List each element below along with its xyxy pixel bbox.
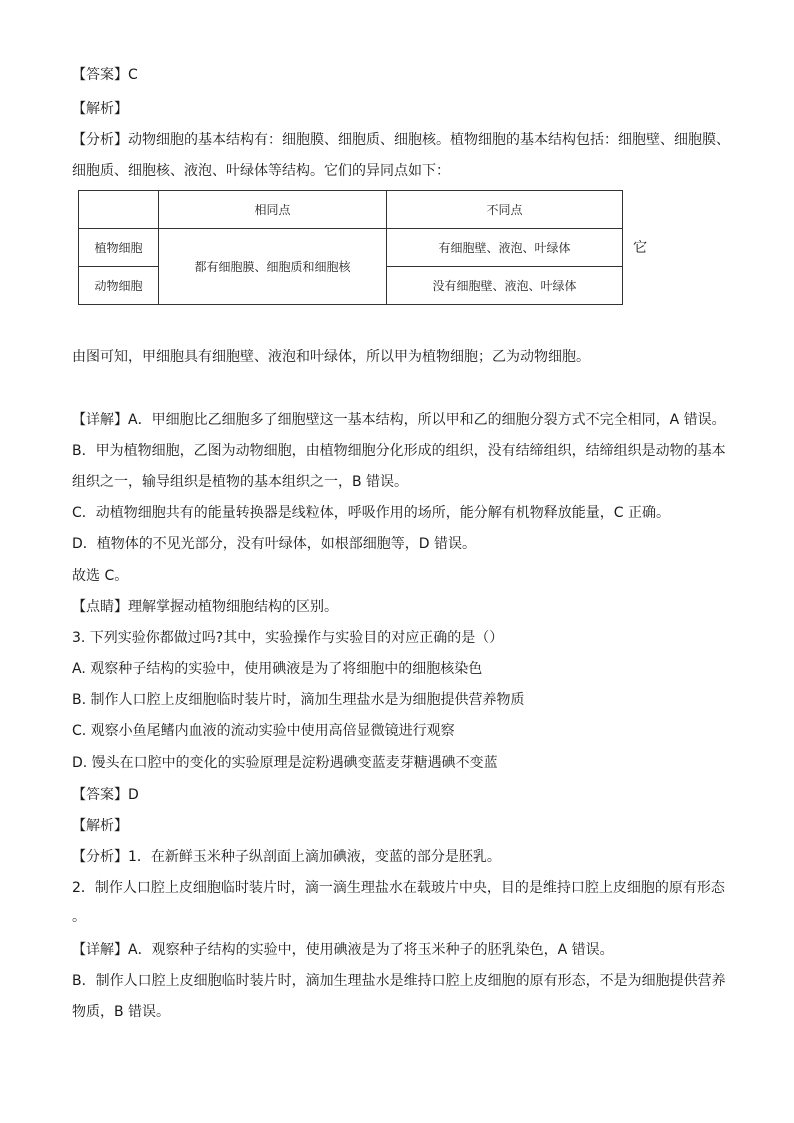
answer-label-2: 【答案】D [72,787,139,803]
analysis-heading-1: 【解析】 [72,101,128,117]
table-header-different: 不同点 [387,191,623,229]
table-cell-animal-diff: 没有细胞壁、液泡、叶绿体 [387,267,623,305]
option-c: C. 观察小鱼尾鳍内血液的流动实验中使用高倍显微镜进行观察 [72,723,455,739]
analysis-text: 细胞质、细胞核、液泡、叶绿体等结构。它们的异同点如下： [72,163,450,179]
table-cell-common: 都有细胞膜、细胞质和细胞核 [159,229,387,305]
detail-text: B．甲为植物细胞，乙图为动物细胞，由植物细胞分化形成的组织，没有结缔组织，结缔组织是动物的基本 [72,443,726,459]
remark-text: 【点睛】理解掌握动植物细胞结构的区别。 [72,599,338,615]
detail-text: 物质，B 错误。 [72,1004,171,1020]
analysis-text: 2．制作人口腔上皮细胞临时装片时，滴一滴生理盐水在载玻片中央，目的是维持口腔上皮细胞的原有形态 [72,880,725,896]
question-stem: 3. 下列实验你都做过吗?其中，实验操作与实验目的对应正确的是（） [72,630,504,646]
option-a: A. 观察种子结构的实验中，使用碘液是为了将细胞中的细胞核染色 [72,661,483,677]
detail-text: B．制作人口腔上皮细胞临时装片时，滴加生理盐水是维持口腔上皮细胞的原有形态，不是为细胞提供营养 [72,973,726,989]
comparison-table [78,190,622,304]
detail-text: 组织之一，输导组织是植物的基本组织之一，B 错误。 [72,474,409,490]
table-header-common: 相同点 [159,191,387,229]
analysis-heading-2: 【解析】 [72,818,128,834]
table-row-label-plant: 植物细胞 [79,229,159,267]
analysis-text: 【分析】1．在新鲜玉米种子纵剖面上滴加碘液，变蓝的部分是胚乳。 [72,849,501,865]
choice-text: 故选 C。 [72,568,129,584]
table-cell-plant-diff: 有细胞壁、液泡、叶绿体 [387,229,623,267]
detail-text: D．植物体的不见光部分，没有叶绿体，如根部细胞等，D 错误。 [72,536,477,552]
option-b: B. 制作人口腔上皮细胞临时装片时，滴加生理盐水是为细胞提供营养物质 [72,692,525,708]
detail-text: 【详解】A．甲细胞比乙细胞多了细胞壁这一基本结构，所以甲和乙的细胞分裂方式不完全相同，A 错误。 [72,412,726,428]
detail-text: 【详解】A．观察种子结构的实验中，使用碘液是为了将玉米种子的胚乳染色，A 错误。 [72,942,614,958]
stray-character: 它 [633,240,647,256]
option-d: D. 馒头在口腔中的变化的实验原理是淀粉遇碘变蓝麦芽糖遇碘不变蓝 [72,755,498,771]
analysis-text: 。 [72,909,86,925]
table-corner-cell [79,191,159,229]
conclusion-text: 由图可知，甲细胞具有细胞壁、液泡和叶绿体，所以甲为植物细胞；乙为动物细胞。 [72,349,590,365]
answer-label-1: 【答案】C [72,67,138,83]
detail-text: C．动植物细胞共有的能量转换器是线粒体，呼吸作用的场所，能分解有机物释放能量，C 正确。 [72,505,670,521]
analysis-text: 【分析】动物细胞的基本结构有：细胞膜、细胞质、细胞核。植物细胞的基本结构包括：细胞壁、细胞膜、 [72,132,730,148]
table-row-label-animal: 动物细胞 [79,267,159,305]
